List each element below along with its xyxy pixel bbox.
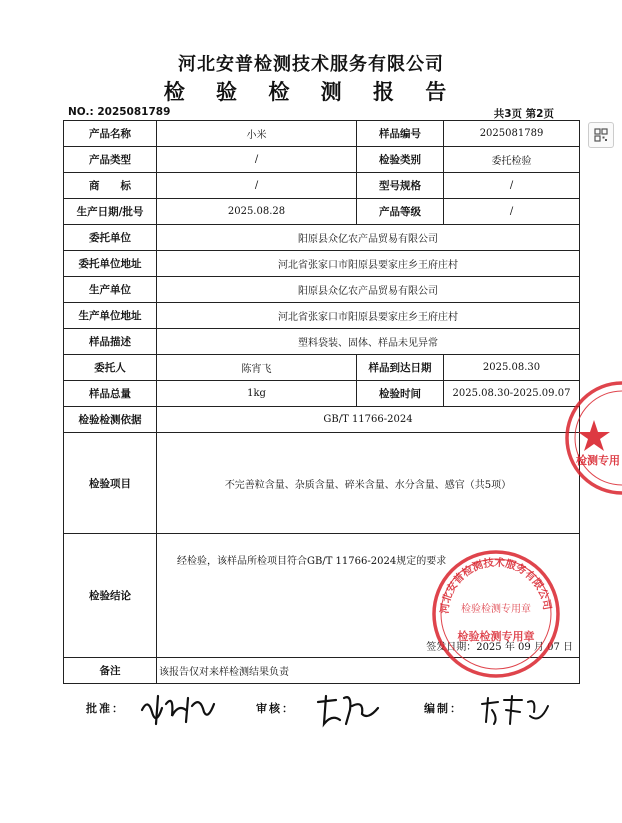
client-label: 委托单位 [64, 225, 157, 251]
arrival-label: 样品到达日期 [357, 355, 444, 381]
company-name: 河北安普检测技术服务有限公司 [178, 54, 444, 75]
approve-label: 批准： [86, 702, 125, 715]
remark-label: 备注 [64, 658, 157, 684]
basis-label: 检验检测依据 [64, 407, 157, 433]
total-label: 样品总量 [64, 381, 157, 407]
compile-label: 编制： [424, 702, 463, 715]
sample-no-value: 2025081789 [444, 121, 580, 147]
sample-no-label: 样品编号 [357, 121, 444, 147]
table-row [64, 277, 580, 303]
arrival-value: 2025.08.30 [444, 355, 580, 381]
product-name-value: 小米 [157, 121, 357, 147]
consignor-value: 陈宵飞 [157, 355, 357, 381]
trademark-value: / [157, 173, 357, 199]
issue-date: 签发日期：2025 年 09 月 07 日 [426, 642, 573, 653]
sample-desc-value: 塑料袋装、固体、样品未见异常 [157, 329, 580, 355]
test-type-value: 委托检验 [444, 147, 580, 173]
table-row [64, 147, 580, 173]
qr-code-button[interactable] [588, 122, 614, 148]
table-row [64, 173, 580, 199]
producer-addr-value: 河北省张家口市阳原县要家庄乡王府庄村 [157, 303, 580, 329]
client-addr-label: 委托单位地址 [64, 251, 157, 277]
client-addr-value: 河北省张家口市阳原县要家庄乡王府庄村 [157, 251, 580, 277]
client-value: 阳原县众亿农产品贸易有限公司 [157, 225, 580, 251]
grade-label: 产品等级 [357, 199, 444, 225]
table-row [64, 121, 580, 147]
compile-signature [476, 690, 552, 730]
seal-bottom-text: 检验检测专用章 [457, 630, 535, 643]
test-type-label: 检验类别 [357, 147, 444, 173]
producer-label: 生产单位 [64, 277, 157, 303]
page-info: 共3页 第2页 [493, 108, 554, 120]
table-row [64, 407, 580, 433]
product-type-value: / [157, 147, 357, 173]
product-type-label: 产品类型 [64, 147, 157, 173]
test-time-label: 检验时间 [357, 381, 444, 407]
basis-value: GB/T 11766-2024 [157, 407, 580, 433]
remark-value: 该报告仅对来样检测结果负责 [157, 658, 580, 684]
sample-desc-label: 样品描述 [64, 329, 157, 355]
prod-date-value: 2025.08.28 [157, 199, 357, 225]
review-signature [312, 690, 382, 730]
producer-value: 阳原县众亿农产品贸易有限公司 [157, 277, 580, 303]
prod-date-label: 生产日期/批号 [64, 199, 157, 225]
seal-arc-text: 河北安普检测技术服务有限公司 [438, 556, 554, 615]
side-seal-text: 检测专用 [576, 454, 620, 467]
main-seal-stamp [430, 548, 562, 680]
conclusion-text: 经检验，该样品所检项目符合GB/T 11766-2024规定的要求 [177, 556, 447, 567]
table-row [64, 329, 580, 355]
trademark-label: 商 标 [64, 173, 157, 199]
report-title: 检 验 检 测 报 告 [163, 79, 459, 104]
table-row [64, 251, 580, 277]
report-number: NO.: 2025081789 [68, 106, 171, 118]
qr-code-icon [594, 128, 608, 142]
conclusion-label: 检验结论 [64, 534, 157, 658]
side-seal-stamp [560, 378, 622, 498]
total-value: 1kg [157, 381, 357, 407]
table-row [64, 225, 580, 251]
table-row [64, 199, 580, 225]
table-row [64, 433, 580, 534]
seal-center-text: 检验检测专用章 [461, 604, 531, 615]
items-value: 不完善粒含量、杂质含量、碎米含量、水分含量、感官（共5项） [157, 433, 580, 534]
table-row [64, 303, 580, 329]
producer-addr-label: 生产单位地址 [64, 303, 157, 329]
product-name-label: 产品名称 [64, 121, 157, 147]
table-row [64, 381, 580, 407]
test-time-value: 2025.08.30-2025.09.07 [444, 381, 580, 407]
consignor-label: 委托人 [64, 355, 157, 381]
approve-signature [138, 690, 218, 730]
grade-value: / [444, 199, 580, 225]
review-label: 审核： [256, 702, 295, 715]
model-value: / [444, 173, 580, 199]
model-label: 型号规格 [357, 173, 444, 199]
items-label: 检验项目 [64, 433, 157, 534]
table-row [64, 355, 580, 381]
